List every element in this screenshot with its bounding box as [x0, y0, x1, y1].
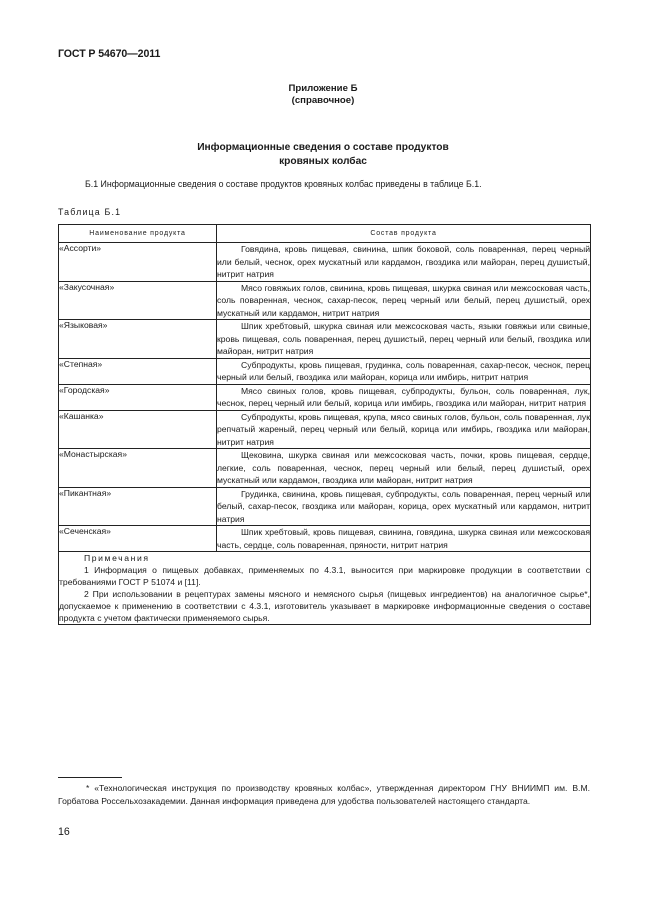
- footnote-text: * «Технологическая инструкция по производству кровяных колбас», утвержденная директором ГНУ ВНИИМП им. В.М. Горбатова Россельхозакадемии. Данная информация приведена для удобства пользователей настоящего стандарта.: [58, 783, 590, 806]
- notes-heading: Примечания: [84, 553, 150, 563]
- table-row: [59, 281, 591, 320]
- intro-paragraph: Б.1 Информационные сведения о составе продуктов кровяных колбас приведены в таблице Б.1.: [85, 179, 482, 189]
- footnote: [58, 782, 590, 808]
- product-composition: Мясо говяжьих голов, свинина, кровь пищевая, шкурка свиная или межсосковая часть, соль поваренная, чеснок, сахар-песок, перец черный или белый, перец душистый, орех мускатный или кардамон, нитрит натрия: [217, 282, 590, 318]
- appendix-heading: [0, 83, 646, 107]
- table-header-row: [59, 225, 591, 243]
- product-name: «Кашанка»: [59, 410, 217, 449]
- product-name: «Сеченская»: [59, 526, 217, 552]
- product-name: «Пикантная»: [59, 487, 217, 526]
- product-name: «Степная»: [59, 358, 217, 384]
- product-name: «Городская»: [59, 384, 217, 410]
- table-row: [59, 526, 591, 552]
- product-composition: Субпродукты, кровь пищевая, грудинка, соль поваренная, сахар-песок, чеснок, перец черный или белый, гвоздика или майоран, корица или имбирь, нитрит натрия: [217, 359, 590, 382]
- table-row: [59, 320, 591, 359]
- document-code: ГОСТ Р 54670—2011: [58, 48, 161, 60]
- section-title-line1: Информационные сведения о составе продуктов: [197, 142, 449, 153]
- table-caption: Таблица Б.1: [58, 207, 122, 217]
- product-name: «Монастырская»: [59, 449, 217, 488]
- header-product-name: Наименование продукта: [59, 225, 217, 243]
- product-name: «Закусочная»: [59, 281, 217, 320]
- note-1: 1 Информация о пищевых добавках, применяемых по 4.3.1, выносится при маркировке продукции в соответствии с требованиями ГОСТ Р 51074 и [11].: [59, 565, 590, 587]
- table-notes: [59, 552, 591, 625]
- product-composition: Шпик хребтовый, шкурка свиная или межсосковая часть, языки говяжьи или свиные, кровь пищевая, соль поваренная, перец душистый, перец черный или белый, гвоздика или майоран, нитрит натрия: [217, 321, 590, 356]
- table-row: [59, 243, 591, 282]
- section-title: [0, 141, 646, 169]
- product-composition: Субпродукты, кровь пищевая, крупа, мясо свиных голов, бульон, соль поваренная, лук репчатый жареный, перец черный или белый, корица или имбирь, гвоздика или майоран, нитрит натрия: [217, 411, 590, 447]
- product-name: «Ассорти»: [59, 243, 217, 282]
- header-product-composition: Состав продукта: [217, 225, 591, 243]
- appendix-subtitle: (справочное): [291, 95, 355, 106]
- note-2: 2 При использовании в рецептурах замены мясного и немясного сырья (пищевых ингредиентов) на аналогичное сырье*, допускаемое к применению в соответствии с 4.3.1, изготовитель указывает в маркировке информационные сведения о составе продукта с учетом фактически применяемого сырья.: [59, 589, 590, 623]
- product-composition: Щековина, шкурка свиная или межсосковая часть, почки, кровь пищевая, сердце, легкие, соль поваренная, чеснок, перец черный или белый, перец душистый, орех мускатный или кардамон, гвоздика или майоран, нитрит натрия: [217, 450, 590, 485]
- table-row: [59, 358, 591, 384]
- section-title-line2: кровяных колбас: [279, 156, 367, 167]
- product-composition: Мясо свиных голов, кровь пищевая, субпродукты, бульон, соль поваренная, лук, чеснок, перец черный или белый, корица или имбирь, гвоздика или майоран, нитрит натрия: [217, 385, 590, 408]
- appendix-title: Приложение Б: [288, 83, 358, 94]
- table-row: [59, 487, 591, 526]
- product-composition: Говядина, кровь пищевая, свинина, шпик боковой, соль поваренная, перец черный или белый, чеснок, орех мускатный или кардамон, гвоздика или майоран, перец душистый, нитрит натрия: [217, 244, 590, 279]
- composition-table: [58, 224, 591, 625]
- table-notes-row: [59, 552, 591, 625]
- product-name: «Языковая»: [59, 320, 217, 359]
- product-composition: Шпик хребтовый, кровь пищевая, свинина, говядина, шкурка свиная или межсосковая часть, сердце, соль поваренная, пряности, нитрит натрия: [217, 527, 590, 550]
- table-row: [59, 410, 591, 449]
- table-row: [59, 384, 591, 410]
- footnote-divider: [58, 777, 122, 778]
- product-composition: Грудинка, свинина, кровь пищевая, субпродукты, соль поваренная, перец черный или белый, сахар-песок, гвоздика или майоран, корица, орех мускатный или кардамон, нитрит натрия: [217, 488, 590, 524]
- table-row: [59, 449, 591, 488]
- page-number: 16: [58, 826, 70, 838]
